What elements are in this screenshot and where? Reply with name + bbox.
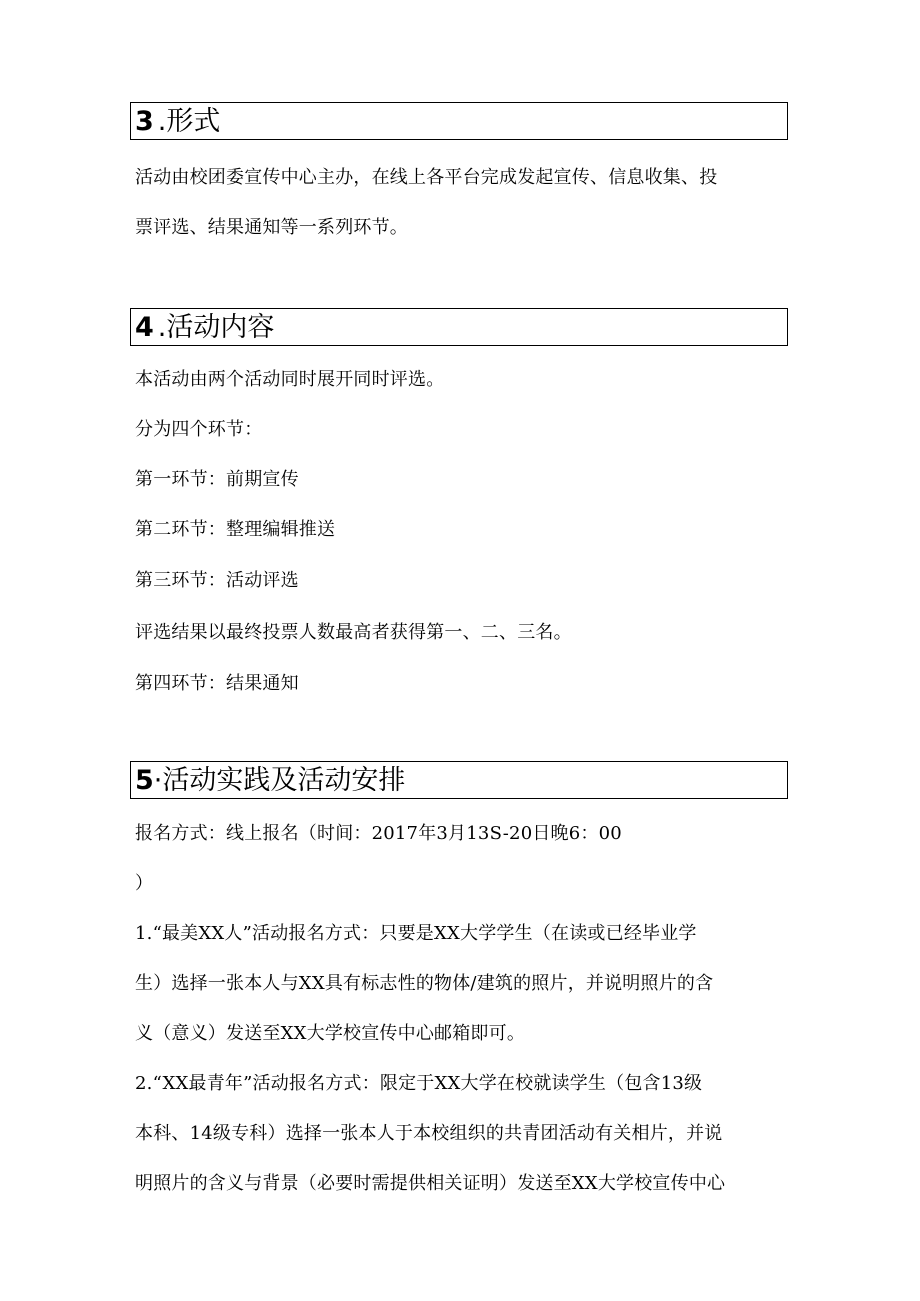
section-title: .活动内容	[157, 311, 275, 343]
section-number: 4	[135, 311, 154, 343]
section-3-heading	[130, 102, 788, 140]
paragraph-line: 义（意义）发送至XX大学校宣传中心邮箱即可。	[135, 1023, 526, 1044]
paragraph-line: 生）选择一张本人与XX具有标志性的物体/建筑的照片，并说明照片的含	[135, 973, 714, 994]
paragraph-line: 报名方式：线上报名（时间：2017年3月13S-20日晚6：00	[135, 823, 622, 844]
paragraph-line: 票评选、结果通知等一系列环节。	[135, 217, 408, 238]
paragraph-line: 第二环节：整理编辑推送	[135, 519, 336, 540]
paragraph-line: 第四环节：结果通知	[135, 673, 299, 694]
paragraph-line: 活动由校团委宣传中心主办，在线上各平台完成发起宣传、信息收集、投	[135, 167, 718, 188]
paragraph-line: ）	[135, 873, 154, 894]
paragraph-line: 2.“XX最青年”活动报名方式：限定于XX大学在校就读学生（包含13级	[135, 1073, 703, 1094]
section-4-heading	[130, 308, 788, 346]
paragraph-line: 第三环节：活动评选	[135, 570, 299, 591]
paragraph-line: 明照片的含义与背景（必要时需提供相关证明）发送至XX大学校宣传中心	[135, 1173, 726, 1194]
section-5-heading	[130, 761, 788, 799]
paragraph-line: 评选结果以最终投票人数最高者获得第一、二、三名。	[135, 622, 572, 643]
paragraph-line: 1.“最美XX人”活动报名方式：只要是XX大学学生（在读或已经毕业学	[135, 923, 697, 944]
section-title: .形式	[157, 105, 221, 137]
paragraph-line: 第一环节：前期宣传	[135, 469, 299, 490]
paragraph-line: 本活动由两个活动同时展开同时评选。	[135, 369, 445, 390]
paragraph-line: 分为四个环节：	[135, 419, 263, 440]
section-number: 5	[135, 764, 154, 796]
section-title: ·活动实践及活动安排	[153, 764, 406, 796]
section-number: 3	[135, 105, 154, 137]
paragraph-line: 本科、14级专科）选择一张本人于本校组织的共青团活动有关相片，并说	[135, 1123, 723, 1144]
